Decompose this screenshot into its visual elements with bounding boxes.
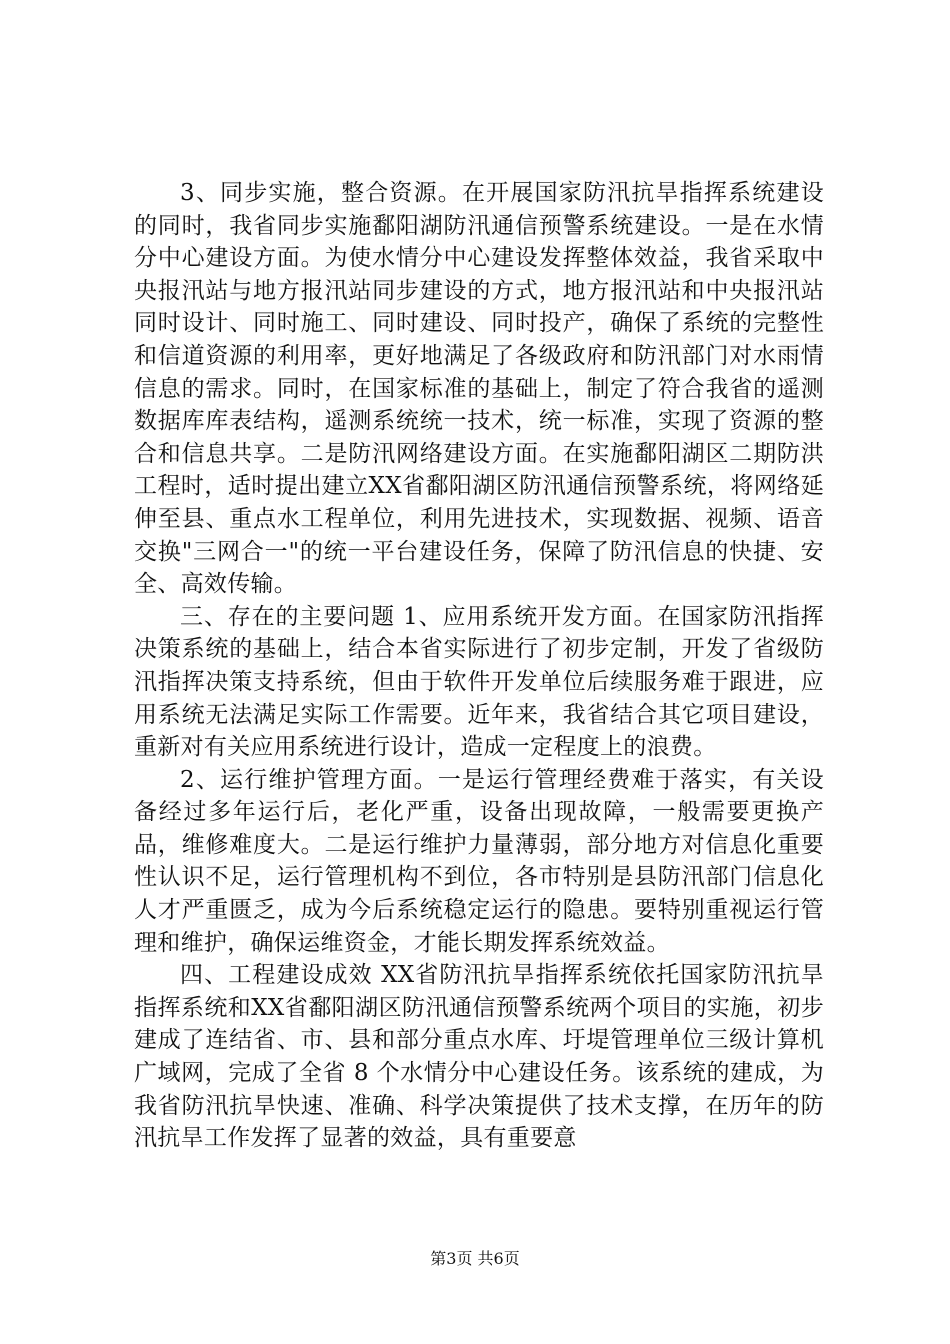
paragraph-operation-maintenance: 2、运行维护管理方面。一是运行管理经费难于落实，有关设备经过多年运行后，老化严重，设备出现故障，一般需要更换产品，维修难度大。二是运行维护力量薄弱，部分地方对信息化重要性认识不足，运行管理机构不到位，各市特别是县防汛部门信息化人才严重匮乏，成为今后系统稳定运行的隐患。要特别重视运行管理和维护，确保运维资金，才能长期发挥系统效益。 (134, 766, 824, 956)
paragraph-main-problems: 三、存在的主要问题 1、应用系统开发方面。在国家防汛指挥决策系统的基础上，结合本省实际进行了初步定制，开发了省级防汛指挥决策支持系统，但由于软件开发单位后续服务难于跟进，应用系统无法满足实际工作需要。近年来，我省结合其它项目建设，重新对有关应用系统进行设计，造成一定程度上的浪费。 (134, 603, 824, 761)
document-body (134, 177, 824, 1155)
page-number-footer: 第3页 共6页 (430, 1249, 520, 1268)
paragraph-sync-implementation: 3、同步实施，整合资源。在开展国家防汛抗旱指挥系统建设的同时，我省同步实施鄱阳湖防汛通信预警系统建设。一是在水情分中心建设方面。为使水情分中心建设发挥整体效益，我省采取中央报汛站与地方报汛站同步建设的方式，地方报汛站和中央报汛站同时设计、同时施工、同时建设、同时投产，确保了系统的完整性和信道资源的利用率，更好地满足了各级政府和防汛部门对水雨情信息的需求。同时，在国家标准的基础上，制定了符合我省的遥测数据库库表结构，遥测系统统一技术，统一标准，实现了资源的整合和信息共享。二是防汛网络建设方面。在实施鄱阳湖区二期防洪工程时，适时提出建立XX省鄱阳湖区防汛通信预警系统，将网络延伸至县、重点水工程单位，利用先进技术，实现数据、视频、语音交换"三网合一"的统一平台建设任务，保障了防汛信息的快捷、安全、高效传输。 (134, 180, 824, 598)
paragraph-construction-results: 四、工程建设成效 XX省防汛抗旱指挥系统依托国家防汛抗旱指挥系统和XX省鄱阳湖区防汛通信预警系统两个项目的实施，初步建成了连结省、市、县和部分重点水库、圩堤管理单位三级计算机广域网，完成了全省 8 个水情分中心建设任务。该系统的建成，为我省防汛抗旱快速、准确、科学决策提供了技术支撑，在历年的防汛抗旱工作发挥了显著的效益，具有重要意 (134, 962, 824, 1152)
